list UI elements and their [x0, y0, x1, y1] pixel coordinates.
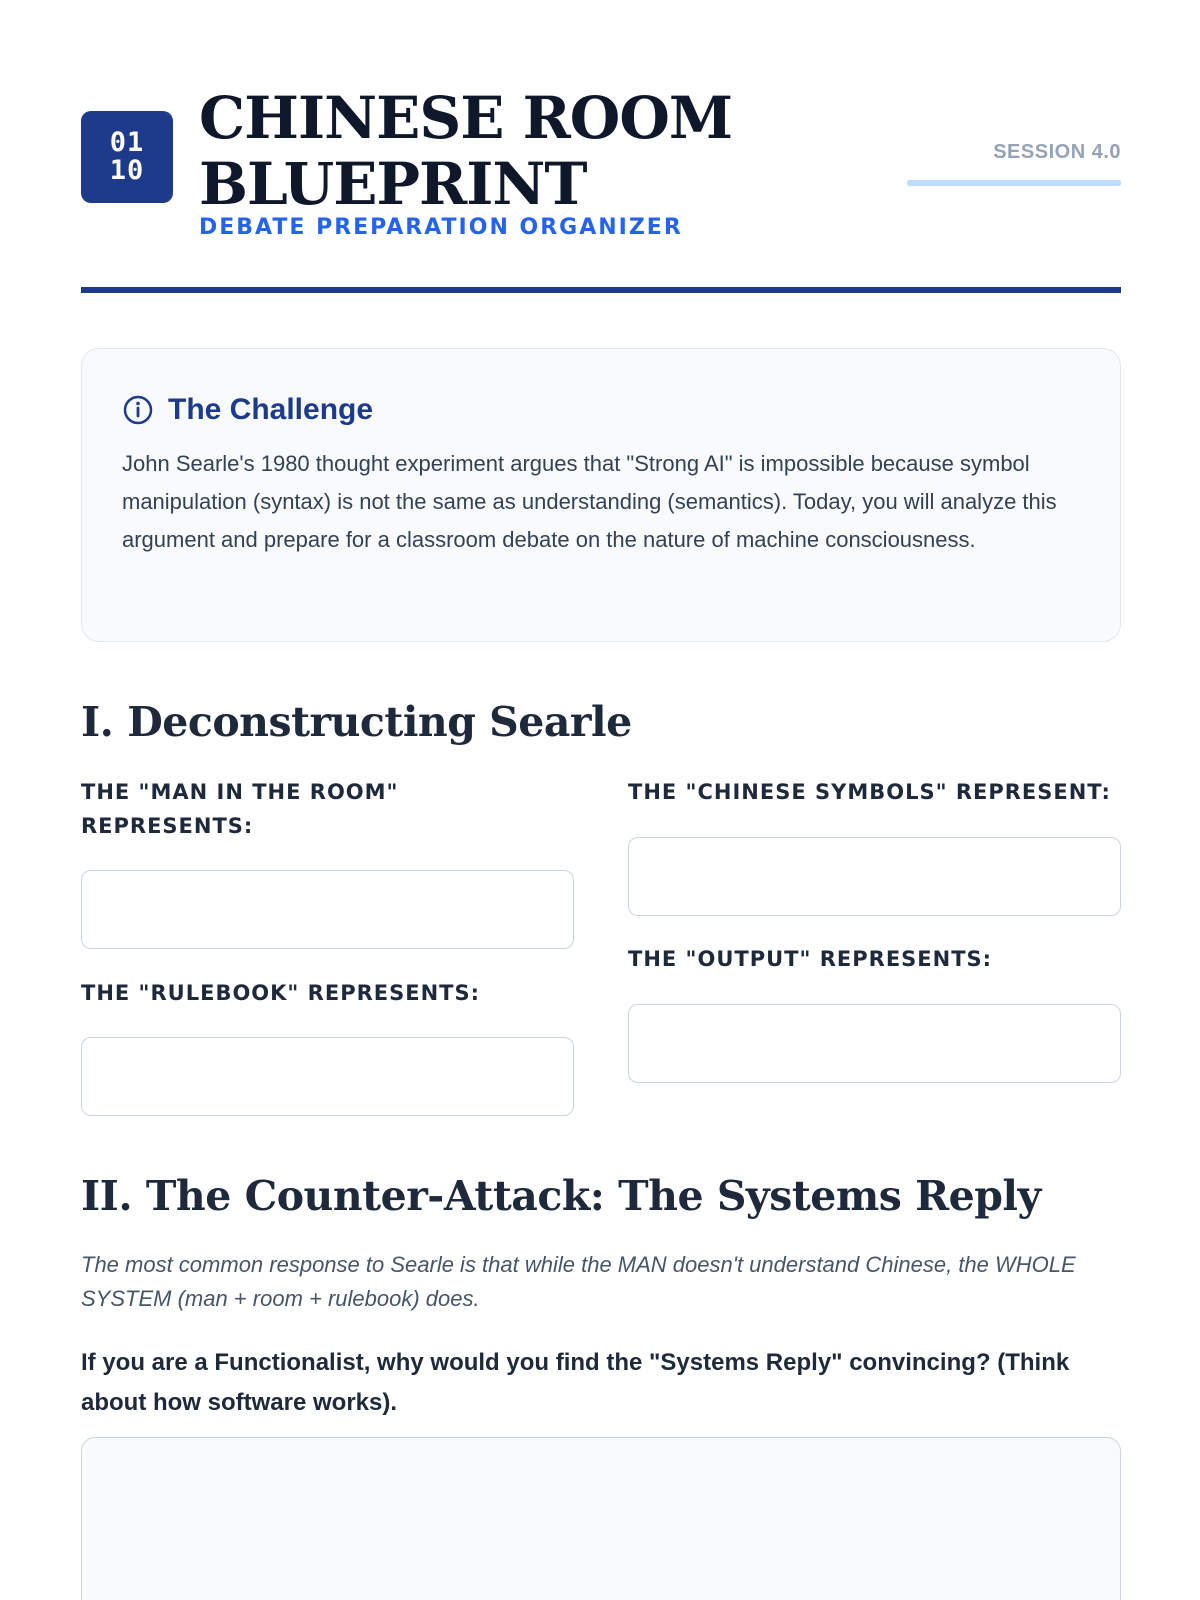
output-label: THE "OUTPUT" REPRESENTS: — [628, 947, 993, 971]
header-divider — [81, 287, 1121, 293]
rulebook-label: THE "RULEBOOK" REPRESENTS: — [81, 981, 480, 1005]
worksheet-header — [81, 85, 1121, 295]
symbols-represent-input[interactable] — [628, 837, 1121, 916]
challenge-heading — [122, 393, 1080, 427]
page-title: CHINESE ROOM BLUEPRINT — [199, 84, 733, 218]
challenge-text: John Searle's 1980 thought experiment argues that "Strong AI" is impossible because symbol manipulation (syntax) is not the same as understanding (semantics). Today, you will analyze this argument and prepare for a classroom debate on the nature of machine consciousness. — [122, 451, 1057, 552]
rulebook-represents-input[interactable] — [81, 1037, 574, 1116]
systems-reply-answer[interactable] — [81, 1437, 1121, 1600]
symbols-label: THE "CHINESE SYMBOLS" REPRESENT: — [628, 780, 1111, 804]
session-accent-bar — [907, 180, 1121, 186]
functionalist-question: If you are a Functionalist, why would you find the "Systems Reply" convincing? (Think about how software works). — [81, 1349, 1070, 1416]
systems-reply-note: The most common response to Searle is that while the MAN doesn't understand Chinese, the WHOLE SYSTEM (man + room + rulebook) does. — [81, 1252, 1076, 1311]
logo-line-2: 10 — [109, 155, 145, 186]
man-label: THE "MAN IN THE ROOM" REPRESENTS: — [81, 780, 399, 838]
session-label: SESSION 4.0 — [993, 141, 1121, 163]
challenge-panel — [81, 348, 1121, 642]
section-1-title: I. Deconstructing Searle — [81, 698, 632, 746]
section-2-title: II. The Counter-Attack: The Systems Reply — [81, 1172, 1041, 1220]
binary-logo — [81, 111, 173, 203]
man-represents-input[interactable] — [81, 870, 574, 949]
info-icon — [122, 394, 154, 426]
challenge-title: The Challenge — [168, 393, 374, 426]
page-subtitle: DEBATE PREPARATION ORGANIZER — [199, 215, 683, 240]
logo-line-1: 01 — [109, 127, 145, 158]
output-represents-input[interactable] — [628, 1004, 1121, 1083]
